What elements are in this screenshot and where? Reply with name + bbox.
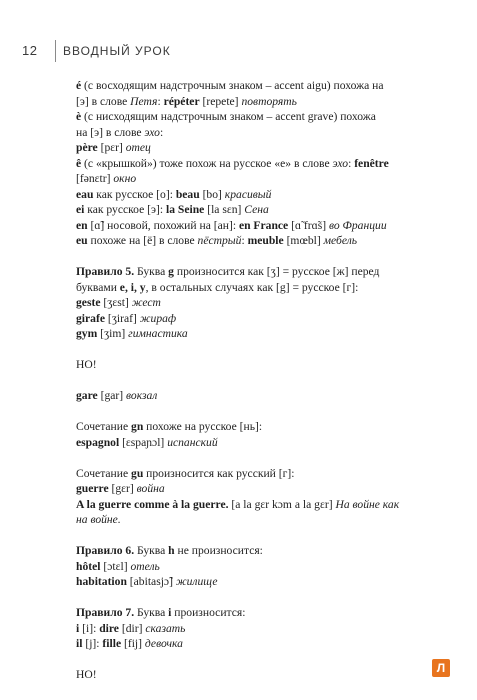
text-run: [ʒim] [97,327,129,340]
bold-term: è [76,110,82,123]
italic-translation: мебель [323,234,358,247]
paragraph-gap [76,404,436,420]
text-line [76,512,436,528]
text-run: Буква [134,265,169,278]
bold-term: la Seine [165,203,205,216]
bold-term: père [76,141,98,154]
text-run: НО! [76,668,97,681]
text-line [76,667,436,683]
text-line [76,574,436,590]
text-run: [a la gɛr kɔm a la gɛr] [228,497,336,511]
page-header [0,0,477,80]
bold-term: girafe [76,311,105,325]
paragraph-gap [76,249,436,265]
text-run: : [348,156,355,170]
bold-term: g [168,265,174,278]
paragraph-gap [76,590,436,606]
text-line [76,636,436,652]
text-run: [la sɛn] [204,203,245,216]
header-divider [55,40,56,62]
text-line [76,125,436,141]
text-line [76,78,436,94]
italic-translation: жираф [139,311,177,325]
paragraph-gap [76,652,436,668]
text-run: (с «крышкой») тоже похож на русское «е» в слове [81,156,333,170]
text-line [76,311,436,327]
bold-term: i [76,621,80,635]
paragraph-gap [76,528,436,544]
italic-translation: отель [130,559,160,573]
text-line [76,621,436,637]
bold-term: beau [175,187,200,201]
text-run: [gar] [97,389,127,402]
bold-term: guerre [76,482,109,495]
italic-translation: гимнастика [128,327,188,340]
text-run: произносится как [ʒ] = русское [ж] перед [173,265,380,278]
bold-term: Правило 5. [76,265,135,278]
italic-translation: эхо [144,125,160,139]
text-run: : [157,94,164,108]
bold-term: gym [76,327,98,340]
bold-term: i [168,606,172,619]
paragraph-gap [76,373,436,389]
bold-term: il [76,637,83,650]
page-number: 12 [22,43,38,58]
text-run: [i]: [79,621,100,635]
italic-translation: эхо [332,156,349,170]
italic-translation: Сена [244,203,269,216]
text-run: похоже на русское [нь]: [143,420,263,433]
italic-translation: Петя [130,94,158,108]
text-run: [ɑ̃ frɑ̃s] [288,218,329,232]
text-run: [repete] [199,94,242,108]
text-line [76,388,436,404]
text-line [76,497,436,513]
bold-term: Правило 6. [76,544,135,557]
text-run: [bo] [199,187,225,201]
italic-translation: пёстрый [197,234,242,247]
italic-translation: красивый [224,187,272,201]
bold-term: e, i, y [119,280,146,294]
bold-term: meuble [247,234,284,247]
bold-term: en France [238,218,289,232]
text-run: произносится как русский [г]: [143,466,295,480]
text-run: [ʒiraf] [104,311,140,325]
bold-term: gare [76,389,98,402]
italic-translation: во Франции [328,218,387,232]
text-line [76,419,436,435]
text-run: [э] в слове [76,94,131,108]
bold-term: Правило 7. [76,606,135,619]
text-run: [j]: [82,637,103,650]
text-run: НО! [76,358,97,371]
text-run: : [241,234,248,247]
italic-translation: жест [131,296,161,309]
text-line [76,559,436,575]
bold-term: ei [76,203,85,216]
bold-term: h [168,544,175,557]
bold-term: fille [102,637,122,650]
text-run: буквами [76,280,120,294]
text-run: [gɛr] [108,482,137,495]
text-run: Буква [134,544,169,557]
italic-translation: испанский [167,435,218,449]
italic-translation: повторять [241,94,297,108]
bold-term: répéter [163,94,200,108]
bold-term: dire [99,621,119,635]
italic-translation: жилище [175,575,218,588]
text-line [76,357,436,373]
page-body [76,78,436,683]
text-run: произносится: [171,606,246,619]
text-line [76,140,436,156]
text-run: [pɛr] [97,141,126,154]
text-line [76,171,436,187]
text-run: [ʒɛst] [100,296,132,309]
text-line [76,326,436,342]
bold-term: fenêtre [354,156,389,170]
text-line [76,435,436,451]
publisher-logo-letter: Л [436,661,446,675]
text-run: (с восходящим надстрочным знаком – accent aigu) похожа на [81,79,384,92]
italic-translation: отец [125,141,151,154]
text-run: [ɛspaɲɔl] [119,435,168,449]
bold-term: espagnol [76,435,120,449]
text-run: как русское [э]: [84,203,166,216]
italic-translation: на войне. [76,513,121,526]
text-run: , в остальных случаях как [g] = русское [г]: [145,280,359,294]
bold-term: habitation [76,575,127,588]
bold-term: gn [131,420,144,433]
bold-term: eau [76,187,94,201]
bold-term: ê [76,156,82,170]
text-line [76,280,436,296]
text-run: [dir] [118,621,146,635]
text-run: [ɔtɛl] [100,559,131,573]
text-run: Сочетание [76,420,132,433]
bold-term: hôtel [76,559,101,573]
text-run: как русское [о]: [93,187,176,201]
italic-translation: война [136,482,165,495]
text-line [76,94,436,110]
text-line [76,202,436,218]
running-title: ВВОДНЫЙ УРОК [63,44,171,58]
paragraph-gap [76,342,436,358]
text-line [76,295,436,311]
text-run: [fij] [121,637,145,650]
italic-translation: вокзал [126,389,158,402]
text-run: (с нисходящим надстрочным знаком – accent grave) похожа [81,110,376,123]
italic-translation: На войне как [335,497,400,511]
bold-term: é [76,79,82,92]
text-run: [fənɛtr] [76,172,114,185]
text-line [76,466,436,482]
bold-term: geste [76,296,101,309]
text-line [76,156,436,172]
text-line [76,233,436,249]
text-run: [ɑ̃] носовой, похожий на [ан]: [87,218,239,232]
text-run: похоже на [ё] в слове [87,234,198,247]
bold-term: en [76,218,88,232]
text-run: [mœbl] [283,234,324,247]
text-line [76,218,436,234]
publisher-logo-icon [432,659,450,677]
text-run: [abitasjɔ̃] [126,575,176,588]
italic-translation: окно [113,172,137,185]
paragraph-gap [76,450,436,466]
text-run: Сочетание [76,466,132,480]
text-line [76,264,436,280]
text-run: не произносится: [174,544,263,557]
bold-term: eu [76,234,88,247]
text-run: на [э] в слове [76,125,145,139]
text-line [76,187,436,203]
italic-translation: девочка [144,637,183,650]
bold-term: A la guerre comme à la guerre. [76,497,229,511]
text-line [76,109,436,125]
italic-translation: сказать [145,621,186,635]
text-line [76,605,436,621]
text-run: : [159,125,164,139]
text-run: Буква [134,606,169,619]
text-line [76,481,436,497]
bold-term: gu [131,466,144,480]
text-line [76,543,436,559]
